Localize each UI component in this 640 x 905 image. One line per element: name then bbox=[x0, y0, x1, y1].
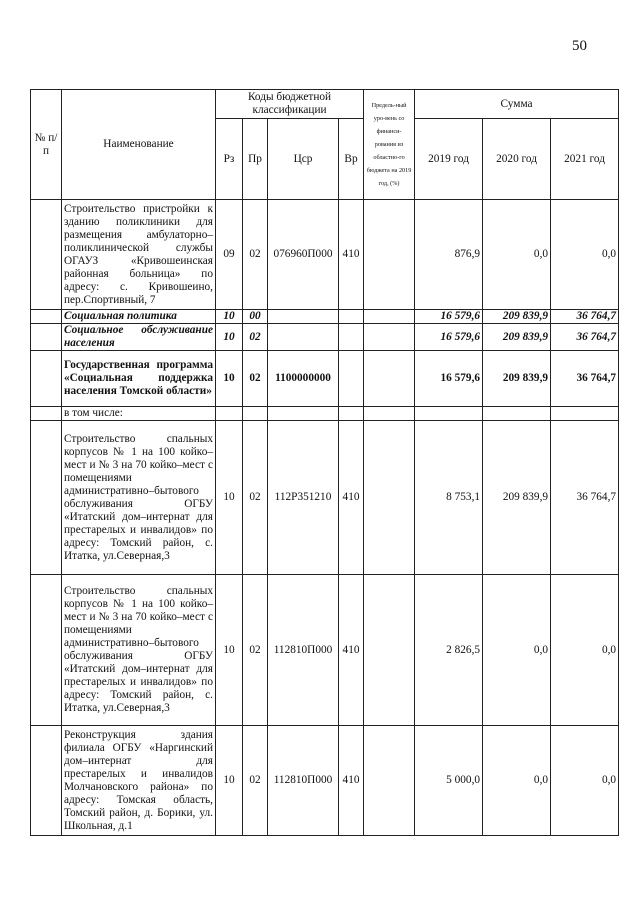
table-row bbox=[31, 351, 619, 407]
row-csr: 112810П000 bbox=[268, 726, 339, 836]
table-row bbox=[31, 200, 619, 310]
row-2020: 209 839,9 bbox=[483, 310, 551, 324]
row-2019: 16 579,6 bbox=[415, 351, 483, 407]
row-csr: 076960П000 bbox=[268, 200, 339, 310]
row-csr bbox=[268, 310, 339, 324]
row-rz: 10 bbox=[216, 351, 243, 407]
row-vr bbox=[339, 407, 364, 421]
row-rz: 10 bbox=[216, 726, 243, 836]
header-name: Наименование bbox=[62, 90, 216, 200]
row-2021: 0,0 bbox=[551, 726, 619, 836]
row-pr: 00 bbox=[243, 310, 268, 324]
row-share bbox=[364, 310, 415, 324]
row-csr: 112Р351210 bbox=[268, 421, 339, 575]
row-2020: 209 839,9 bbox=[483, 351, 551, 407]
row-2019: 16 579,6 bbox=[415, 324, 483, 351]
row-share bbox=[364, 324, 415, 351]
header-2019: 2019 год bbox=[415, 119, 483, 200]
row-2021: 0,0 bbox=[551, 575, 619, 726]
row-2020: 209 839,9 bbox=[483, 324, 551, 351]
row-name: Строительство пристройки к зданию поликлиники для размещения амбулаторно–поликлинической службы ОГАУЗ «Кривошеинская районная больница» по адресу: с. Кривошеино, пер.Спортивный, 7 bbox=[62, 200, 216, 310]
row-rz: 10 bbox=[216, 324, 243, 351]
row-2021: 0,0 bbox=[551, 200, 619, 310]
table-row bbox=[31, 575, 619, 726]
row-rz: 10 bbox=[216, 575, 243, 726]
row-share bbox=[364, 575, 415, 726]
row-vr: 410 bbox=[339, 200, 364, 310]
table-row bbox=[31, 421, 619, 575]
row-pr: 02 bbox=[243, 421, 268, 575]
row-2020: 0,0 bbox=[483, 575, 551, 726]
row-2021: 36 764,7 bbox=[551, 351, 619, 407]
row-name: в том числе: bbox=[62, 407, 216, 421]
table-row bbox=[31, 310, 619, 324]
row-name: Социальное обслуживание населения bbox=[62, 324, 216, 351]
row-rz: 10 bbox=[216, 421, 243, 575]
row-share bbox=[364, 351, 415, 407]
row-2019: 2 826,5 bbox=[415, 575, 483, 726]
header-csr: Цср bbox=[268, 119, 339, 200]
row-vr: 410 bbox=[339, 421, 364, 575]
row-share bbox=[364, 421, 415, 575]
header-2021: 2021 год bbox=[551, 119, 619, 200]
row-rz bbox=[216, 407, 243, 421]
row-vr: 410 bbox=[339, 726, 364, 836]
row-pr: 02 bbox=[243, 726, 268, 836]
row-name: Реконструкция здания филиала ОГБУ «Наргинский дом–интернат для престарелых и инвалидов Молчановского района» по адресу: Томская область, Томский район, д. Борики, ул. Школьная, д.1 bbox=[62, 726, 216, 836]
header-vr: Вр bbox=[339, 119, 364, 200]
row-2020: 0,0 bbox=[483, 200, 551, 310]
row-vr bbox=[339, 324, 364, 351]
row-2021: 36 764,7 bbox=[551, 310, 619, 324]
row-2019: 876,9 bbox=[415, 200, 483, 310]
row-csr bbox=[268, 407, 339, 421]
header-pr: Пр bbox=[243, 119, 268, 200]
row-2019 bbox=[415, 407, 483, 421]
table-row bbox=[31, 726, 619, 836]
header-sum-group: Сумма bbox=[415, 90, 619, 119]
row-2019: 8 753,1 bbox=[415, 421, 483, 575]
row-name: Социальная политика bbox=[62, 310, 216, 324]
row-pr: 02 bbox=[243, 200, 268, 310]
table-row bbox=[31, 407, 619, 421]
header-rz: Рз bbox=[216, 119, 243, 200]
row-rz: 10 bbox=[216, 310, 243, 324]
row-2020: 209 839,9 bbox=[483, 421, 551, 575]
row-csr: 112810П000 bbox=[268, 575, 339, 726]
header-2020: 2020 год bbox=[483, 119, 551, 200]
header-codes-group: Коды бюджетной классификации bbox=[216, 90, 364, 119]
row-name: Строительство спальных корпусов № 1 на 100 койко–мест и № 3 на 70 койко–мест с помещениями административно–бытового обслуживания ОГБУ «Итатский дом–интернат для престарелых и инвалидов» по адресу: Томский район, с. Итатка, ул.Северная,3 bbox=[62, 575, 216, 726]
row-2021 bbox=[551, 407, 619, 421]
page-number: 50 bbox=[572, 38, 587, 54]
row-name: Строительство спальных корпусов № 1 на 100 койко–мест и № 3 на 70 койко–мест с помещениями административно–бытового обслуживания ОГБУ «Итатский дом–интернат для престарелых и инвалидов» по адресу: Томский район, с. Итатка, ул.Северная,3 bbox=[62, 421, 216, 575]
budget-table bbox=[30, 89, 619, 836]
row-2021: 36 764,7 bbox=[551, 324, 619, 351]
table-row bbox=[31, 324, 619, 351]
row-2019: 16 579,6 bbox=[415, 310, 483, 324]
row-2021: 36 764,7 bbox=[551, 421, 619, 575]
row-vr: 410 bbox=[339, 575, 364, 726]
row-2020: 0,0 bbox=[483, 726, 551, 836]
row-share bbox=[364, 407, 415, 421]
row-share bbox=[364, 726, 415, 836]
row-pr: 02 bbox=[243, 351, 268, 407]
header-share: Предель-ный уро-вень со финанси-рования из областно-го бюджета на 2019 год, (%) bbox=[364, 90, 415, 200]
row-vr bbox=[339, 310, 364, 324]
row-2019: 5 000,0 bbox=[415, 726, 483, 836]
row-pr: 02 bbox=[243, 575, 268, 726]
header-num: № п/п bbox=[31, 90, 62, 200]
row-csr: 1100000000 bbox=[268, 351, 339, 407]
row-share bbox=[364, 200, 415, 310]
row-pr bbox=[243, 407, 268, 421]
row-name: Государственная программа «Социальная поддержка населения Томской области» bbox=[62, 351, 216, 407]
row-vr bbox=[339, 351, 364, 407]
row-pr: 02 bbox=[243, 324, 268, 351]
row-csr bbox=[268, 324, 339, 351]
row-2020 bbox=[483, 407, 551, 421]
row-rz: 09 bbox=[216, 200, 243, 310]
